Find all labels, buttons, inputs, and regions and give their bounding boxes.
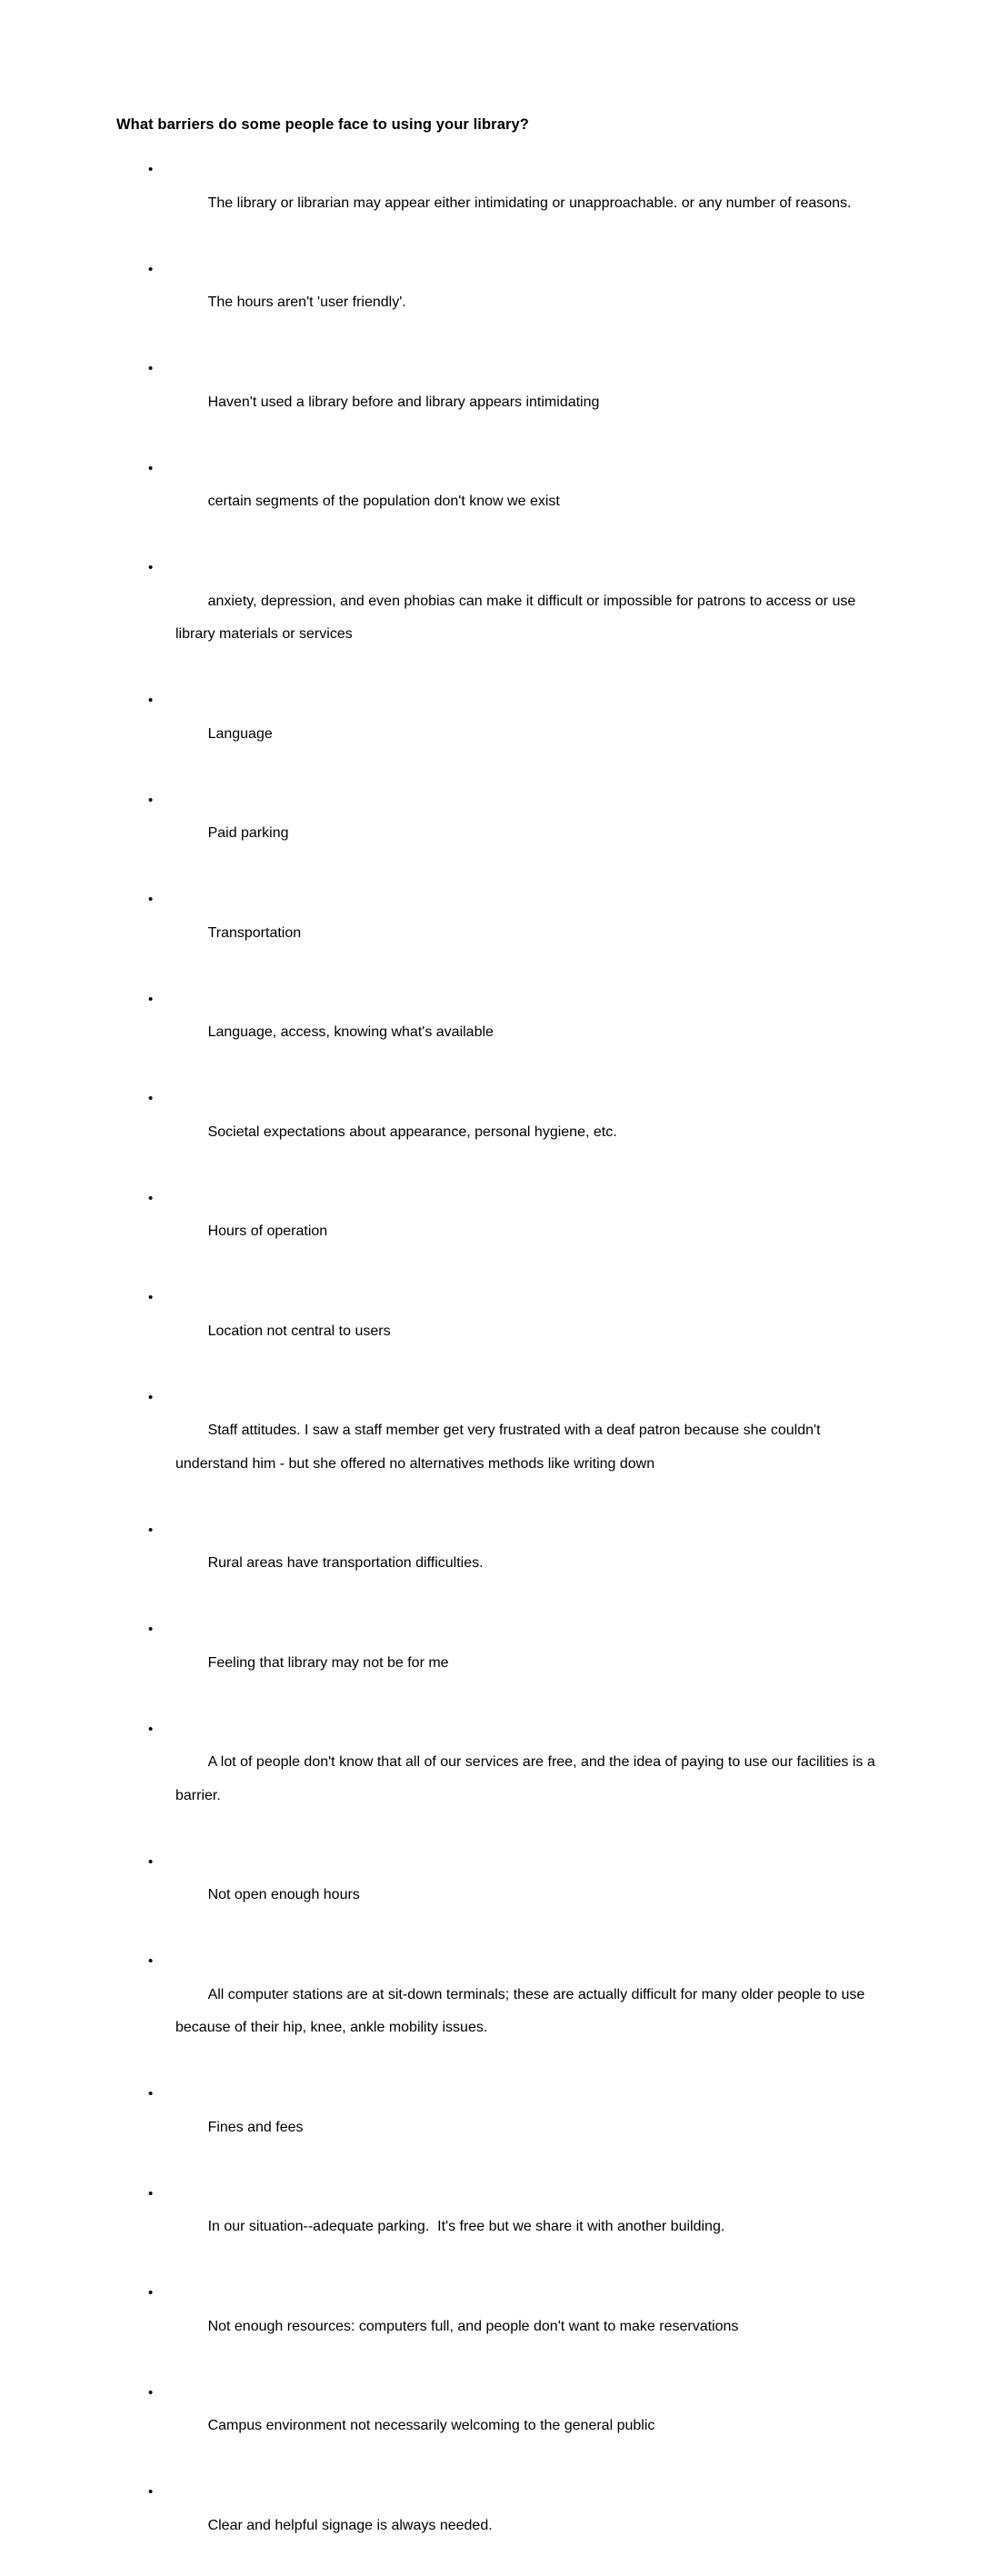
list-item-text: All computer stations are at sit-down terminals; these are actually difficult for many older people to use because of their hip, knee, ankle mobility issues. bbox=[175, 1986, 869, 2035]
list-item-text: Societal expectations about appearance, personal hygiene, etc. bbox=[207, 1123, 617, 1140]
list-item bbox=[148, 1613, 875, 1713]
list-item bbox=[148, 1083, 875, 1183]
bullet-list bbox=[148, 154, 880, 2576]
list-item bbox=[148, 154, 875, 254]
list-item bbox=[148, 983, 875, 1083]
list-item-text: Language bbox=[207, 725, 273, 742]
list-item bbox=[148, 353, 875, 453]
list-item-text: Rural areas have transportation difficulties. bbox=[207, 1555, 484, 1571]
list-item-text: Location not central to users bbox=[207, 1323, 391, 1339]
list-item bbox=[148, 2476, 875, 2576]
list-item-text: A lot of people don't know that all of our services are free, and the idea of paying to use our facilities is a barrier. bbox=[175, 1754, 880, 1803]
list-item-text: anxiety, depression, and even phobias can make it difficult or impossible for patrons to access or use library materials or services bbox=[175, 593, 860, 642]
list-item-text: Feeling that library may not be for me bbox=[207, 1654, 449, 1671]
list-item-text: Campus environment not necessarily welcoming to the general public bbox=[207, 2418, 655, 2433]
list-item bbox=[148, 2078, 875, 2178]
list-item bbox=[148, 552, 875, 684]
list-item bbox=[148, 784, 875, 884]
list-item bbox=[148, 1282, 875, 1382]
list-item-text: Language, access, knowing what's available bbox=[207, 1024, 494, 1040]
list-item-text: Not enough resources: computers full, and people don't want to make reservations bbox=[207, 2318, 739, 2334]
list-item-text: Paid parking bbox=[207, 825, 289, 841]
list-item bbox=[148, 1183, 875, 1283]
list-item bbox=[148, 2178, 875, 2278]
list-item bbox=[148, 1382, 875, 1514]
list-item bbox=[148, 1713, 880, 1846]
list-item bbox=[148, 1514, 875, 1614]
list-item-text: Hours of operation bbox=[207, 1223, 328, 1239]
list-item bbox=[148, 684, 875, 784]
list-item bbox=[148, 884, 875, 983]
list-item-text: Clear and helpful signage is always needed. bbox=[207, 2517, 493, 2533]
list-item-text: Fines and fees bbox=[207, 2119, 304, 2135]
list-item bbox=[148, 453, 875, 553]
list-item-text: Not open enough hours bbox=[207, 1887, 360, 1902]
list-item-text: Staff attitudes. I saw a staff member get very frustrated with a deaf patron because she couldn't understand him - but she offered no alternatives methods like writing down bbox=[175, 1423, 824, 1472]
list-item-text: certain segments of the population don't know we exist bbox=[207, 494, 560, 509]
page-title: What barriers do some people face to using your library? bbox=[116, 116, 529, 133]
list-item-text: Transportation bbox=[207, 924, 302, 941]
list-item bbox=[148, 1846, 875, 1946]
list-item-text: In our situation--adequate parking. It's free but we share it with another building. bbox=[207, 2219, 725, 2234]
list-item bbox=[148, 2277, 875, 2377]
list-item bbox=[148, 254, 875, 354]
list-item bbox=[148, 2377, 875, 2477]
list-item-text: The hours aren't 'user friendly'. bbox=[207, 295, 406, 310]
list-item-text: Haven't used a library before and library appears intimidating bbox=[207, 394, 600, 410]
list-item-text: The library or librarian may appear either intimidating or unapproachable. or any number of reasons. bbox=[207, 195, 852, 211]
list-item bbox=[148, 1945, 875, 2078]
